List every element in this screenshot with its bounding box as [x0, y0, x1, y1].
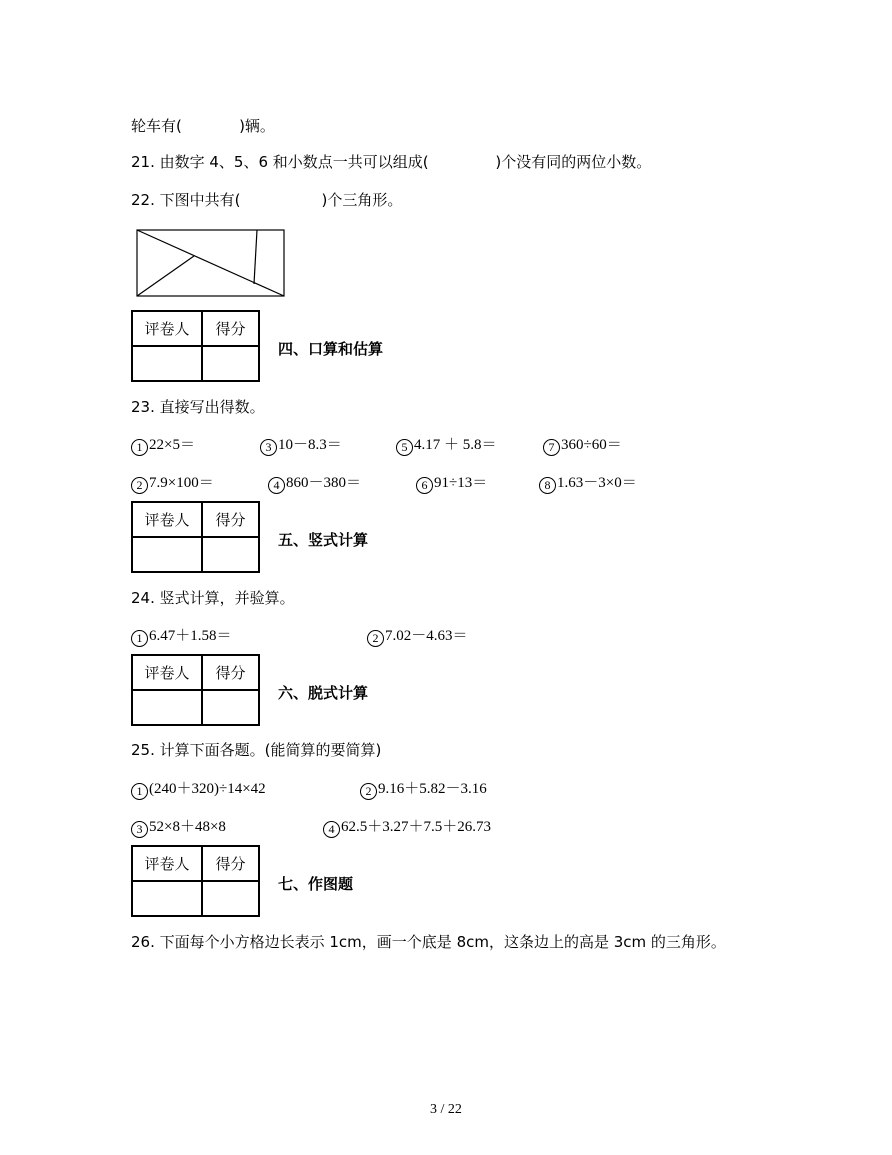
q23-item: 3 10－8.3＝ — [260, 434, 342, 456]
score-label: 得分 — [202, 502, 259, 537]
score-cell[interactable] — [202, 690, 259, 725]
question-22: 22. 下图中共有( )个三角形。 — [131, 191, 403, 209]
reviewer-label: 评卷人 — [132, 502, 202, 537]
q25-item: 1 (240＋320)÷14×42 — [131, 778, 266, 800]
triangle-figure — [135, 228, 287, 300]
score-box — [131, 845, 260, 917]
q23-item: 2 7.9×100＝ — [131, 472, 214, 494]
score-box — [131, 654, 260, 726]
q25-item: 3 52×8＋48×8 — [131, 816, 226, 838]
q24-item: 1 6.47＋1.58＝ — [131, 625, 232, 647]
q23-item: 5 4.17 ＋ 5.8＝ — [396, 434, 497, 456]
q25-item: 4 62.5＋3.27＋7.5＋26.73 — [323, 816, 491, 838]
text-line-carryover: 轮车有( )辆。 — [131, 117, 275, 135]
reviewer-cell[interactable] — [132, 881, 202, 916]
score-cell[interactable] — [202, 881, 259, 916]
score-label: 得分 — [202, 655, 259, 690]
q24-item: 2 7.02－4.63＝ — [367, 625, 468, 647]
score-cell[interactable] — [202, 537, 259, 572]
score-box — [131, 310, 260, 382]
q23-item: 7 360÷60＝ — [543, 434, 622, 456]
q23-item: 4 860－380＝ — [268, 472, 361, 494]
score-label: 得分 — [202, 846, 259, 881]
section-title: 五、竖式计算 — [278, 531, 369, 549]
question-24: 24. 竖式计算，并验算。 — [131, 589, 295, 607]
page-number: 3 / 22 — [430, 1102, 462, 1117]
q25-item: 2 9.16＋5.82－3.16 — [360, 778, 487, 800]
q23-item: 6 91÷13＝ — [416, 472, 487, 494]
reviewer-cell[interactable] — [132, 537, 202, 572]
reviewer-cell[interactable] — [132, 346, 202, 381]
reviewer-label: 评卷人 — [132, 846, 202, 881]
score-box — [131, 501, 260, 573]
question-26: 26. 下面每个小方格边长表示 1cm，画一个底是 8cm，这条边上的高是 3cm 的三角形。 — [131, 933, 726, 951]
question-25: 25. 计算下面各题。(能简算的要简算) — [131, 741, 382, 759]
section-title: 四、口算和估算 — [278, 340, 384, 358]
score-label: 得分 — [202, 311, 259, 346]
reviewer-cell[interactable] — [132, 690, 202, 725]
reviewer-label: 评卷人 — [132, 655, 202, 690]
q23-item: 1 22×5＝ — [131, 434, 195, 456]
question-23: 23. 直接写出得数。 — [131, 398, 265, 416]
section-title: 七、作图题 — [278, 875, 354, 893]
score-cell[interactable] — [202, 346, 259, 381]
section-title: 六、脱式计算 — [278, 684, 369, 702]
q23-item: 8 1.63－3×0＝ — [539, 472, 637, 494]
question-21: 21. 由数字 4、5、6 和小数点一共可以组成( )个没有同的两位小数。 — [131, 153, 652, 171]
reviewer-label: 评卷人 — [132, 311, 202, 346]
